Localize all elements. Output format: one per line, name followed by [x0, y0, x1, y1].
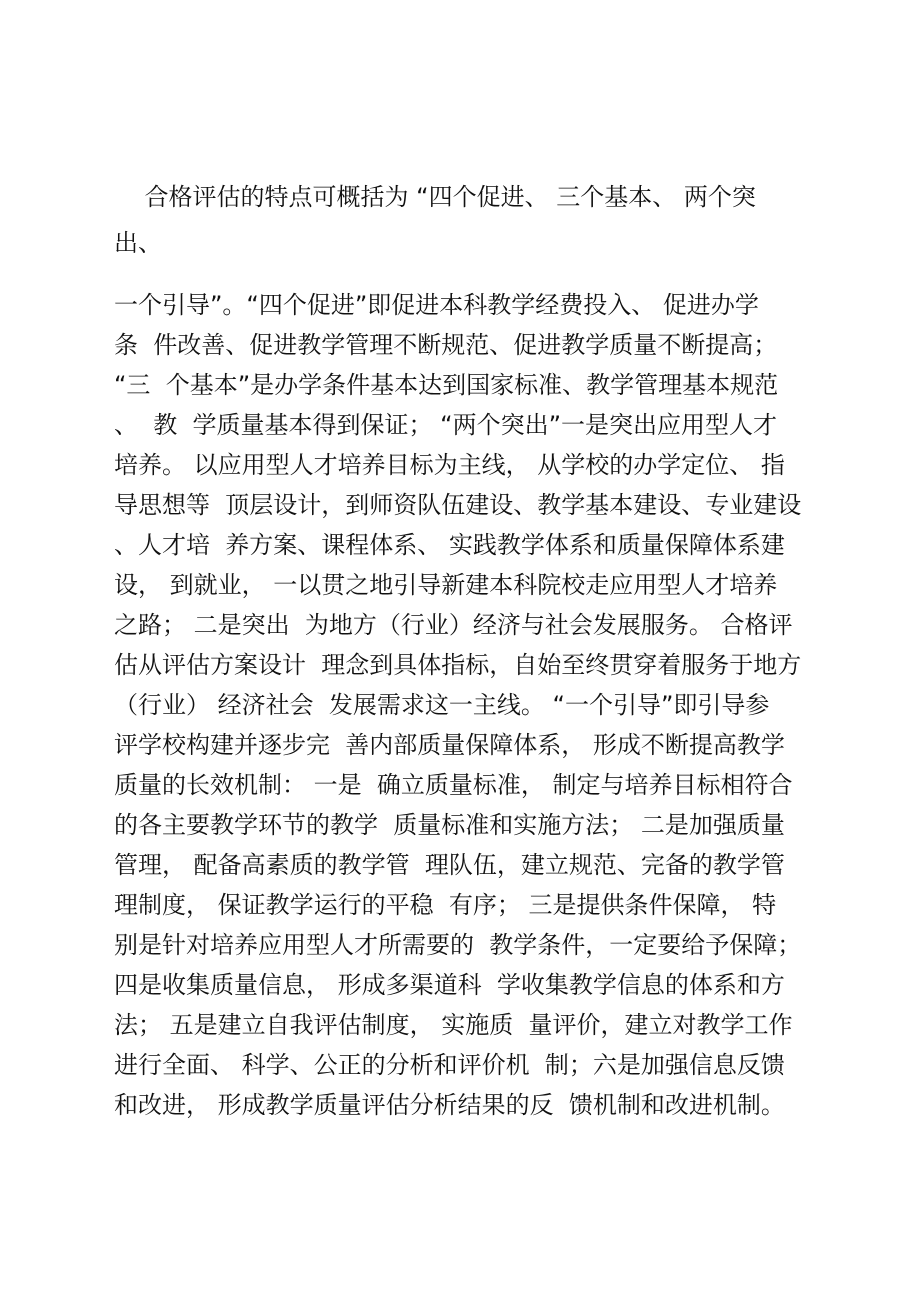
paragraph-line: 条 件改善、促进教学管理不断规范、促进教学质量不断提高； — [114, 331, 778, 359]
paragraph-line: 别是针对培养应用型人才所需要的 教学条件，一定要给予保障； — [114, 931, 802, 959]
paragraph-line: 法； 五是建立自我评估制度， 实施质 量评价，建立对教学工作 — [114, 1011, 793, 1039]
paragraph-line: 培养。 以应用型人才培养目标为主线， 从学校的办学定位、 指 — [114, 451, 785, 479]
paragraph-line: 管理， 配备高素质的教学管 理队伍，建立规范、完备的教学管 — [114, 851, 785, 879]
paragraph-line: 和改进， 形成教学质量评估分析结果的反 馈机制和改进机制。 — [114, 1091, 785, 1119]
paragraph-line: 估从评估方案设计 理念到具体指标，自始至终贯穿着服务于地方 — [114, 651, 802, 679]
paragraph-line: 出、 — [114, 229, 162, 257]
paragraph-line: 、 教 学质量基本得到保证； “两个突出”一是突出应用型人才 — [114, 411, 778, 439]
paragraph-line: 设， 到就业， 一以贯之地引导新建本科院校走应用型人才培养 — [114, 571, 778, 599]
paragraph-line: 评学校构建并逐步完 善内部质量保障体系， 形成不断提高教学 — [114, 731, 785, 759]
paragraph-line: 一个引导”。“四个促进”即促进本科教学经费投入、 促进办学 — [114, 291, 759, 319]
paragraph-line: 导思想等 顶层设计，到师资队伍建设、教学基本建设、专业建设 — [114, 491, 802, 519]
paragraph-line: 、人才培 养方案、课程体系、 实践教学体系和质量保障体系建 — [114, 531, 785, 559]
paragraph-line: 之路； 二是突出 为地方（行业）经济与社会发展服务。 合格评 — [114, 611, 793, 639]
paragraph-line: 四是收集质量信息， 形成多渠道科 学收集教学信息的体系和方 — [114, 971, 785, 999]
paragraph-line: 理制度， 保证教学运行的平稳 有序； 三是提供条件保障， 特 — [114, 891, 777, 919]
paragraph-line: 质量的长效机制： 一是 确立质量标准， 制定与培养目标相符合 — [114, 771, 793, 799]
paragraph-line: 进行全面、 科学、公正的分析和评价机 制；六是加强信息反馈 — [114, 1051, 785, 1079]
paragraph-line: 的各主要教学环节的教学 质量标准和实施方法； 二是加强质量 — [114, 811, 785, 839]
paragraph-line: “三 个基本”是办学条件基本达到国家标准、教学管理基本规范 — [114, 371, 779, 399]
paragraph-line: （行业） 经济社会 发展需求这一主线。 “一个引导”即引导参 — [114, 691, 770, 719]
paragraph-line: 合格评估的特点可概括为 “四个促进、 三个基本、 两个突 — [114, 183, 756, 211]
